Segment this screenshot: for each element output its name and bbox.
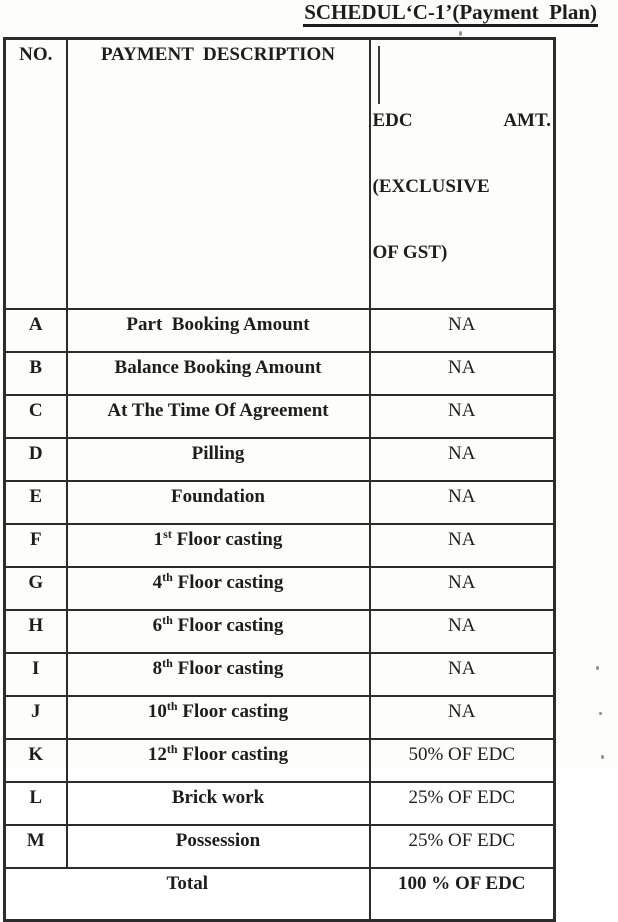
desc-text: 10 [147, 701, 167, 722]
row-no: F [5, 524, 67, 567]
row-amount: 25% OF EDC [370, 782, 555, 825]
desc-text: Pilling [191, 443, 245, 464]
desc-text: Floor casting [177, 744, 289, 765]
desc-ordinal: th [162, 656, 173, 670]
row-no: D [5, 438, 67, 481]
row-description [67, 352, 370, 395]
row-amount: NA [370, 395, 555, 438]
row-no: H [5, 610, 67, 653]
desc-text: Foundation [171, 486, 265, 507]
table-row [5, 825, 555, 868]
desc-text: Part Booking Amount [126, 314, 310, 335]
scan-speck [459, 31, 462, 36]
scan-speck [599, 712, 602, 715]
row-no: K [5, 739, 67, 782]
row-amount: NA [370, 653, 555, 696]
row-amount: NA [370, 309, 555, 352]
desc-text: 8 [152, 658, 163, 679]
row-amount: NA [370, 481, 555, 524]
table-row [5, 438, 555, 481]
desc-text: 12 [147, 744, 167, 765]
desc-text: Floor casting [171, 529, 283, 550]
desc-text: Floor casting [172, 658, 284, 679]
scan-artifact-line [378, 46, 380, 104]
payment-plan-table [3, 37, 556, 922]
row-amount: 50% OF EDC [370, 739, 555, 782]
row-description [67, 825, 370, 868]
row-no: J [5, 696, 67, 739]
row-amount: NA [370, 696, 555, 739]
row-amount: 25% OF EDC [370, 825, 555, 868]
row-amount: NA [370, 610, 555, 653]
table-header-row [5, 39, 555, 310]
header-amount-word2: AMT. [503, 110, 551, 131]
table-row [5, 610, 555, 653]
table-row [5, 567, 555, 610]
table-row [5, 395, 555, 438]
table-row [5, 352, 555, 395]
desc-text: 1 [153, 529, 164, 550]
row-description [67, 739, 370, 782]
desc-text: Possession [175, 830, 261, 851]
scan-speck [596, 666, 599, 670]
row-amount: NA [370, 438, 555, 481]
row-description [67, 653, 370, 696]
total-amount: 100 % OF EDC [370, 868, 555, 920]
row-no: I [5, 653, 67, 696]
table-row [5, 782, 555, 825]
desc-text: Balance Booking Amount [114, 357, 322, 378]
row-amount: NA [370, 352, 555, 395]
row-description [67, 395, 370, 438]
desc-ordinal: st [163, 527, 172, 541]
scan-speck [601, 755, 604, 759]
desc-text: Floor casting [177, 701, 289, 722]
row-no: M [5, 825, 67, 868]
header-no: NO. [5, 39, 67, 310]
row-no: G [5, 567, 67, 610]
row-no: A [5, 309, 67, 352]
desc-text: Brick work [171, 787, 265, 808]
row-no: C [5, 395, 67, 438]
page-title: SCHEDUL‘C-1’(Payment Plan) [303, 1, 598, 27]
header-amount-word1: EDC [372, 110, 413, 131]
header-amount-line3: OF GST) [372, 242, 448, 263]
table-row [5, 739, 555, 782]
row-description [67, 524, 370, 567]
row-no: L [5, 782, 67, 825]
table-row [5, 524, 555, 567]
desc-ordinal: th [166, 699, 178, 713]
header-amount-line2: (EXCLUSIVE [372, 176, 490, 197]
desc-text: Floor casting [172, 615, 284, 636]
header-description: PAYMENT DESCRIPTION [67, 39, 370, 310]
desc-text: Floor casting [172, 572, 284, 593]
table-total-row [5, 868, 555, 920]
row-no: B [5, 352, 67, 395]
table-row [5, 481, 555, 524]
row-amount: NA [370, 567, 555, 610]
row-description [67, 481, 370, 524]
row-no: E [5, 481, 67, 524]
table-row [5, 309, 555, 352]
desc-ordinal: th [166, 742, 178, 756]
table-row [5, 696, 555, 739]
row-description [67, 696, 370, 739]
row-description [67, 567, 370, 610]
desc-text: At The Time Of Agreement [107, 400, 329, 421]
table-row [5, 653, 555, 696]
desc-ordinal: th [162, 613, 173, 627]
row-description [67, 610, 370, 653]
row-description [67, 438, 370, 481]
desc-text: 4 [152, 572, 163, 593]
desc-text: 6 [152, 615, 163, 636]
row-description [67, 782, 370, 825]
row-amount: NA [370, 524, 555, 567]
desc-ordinal: th [162, 570, 173, 584]
header-amount [370, 39, 555, 310]
header-amount-line1 [373, 110, 552, 132]
total-label: Total [5, 868, 370, 920]
row-description [67, 309, 370, 352]
